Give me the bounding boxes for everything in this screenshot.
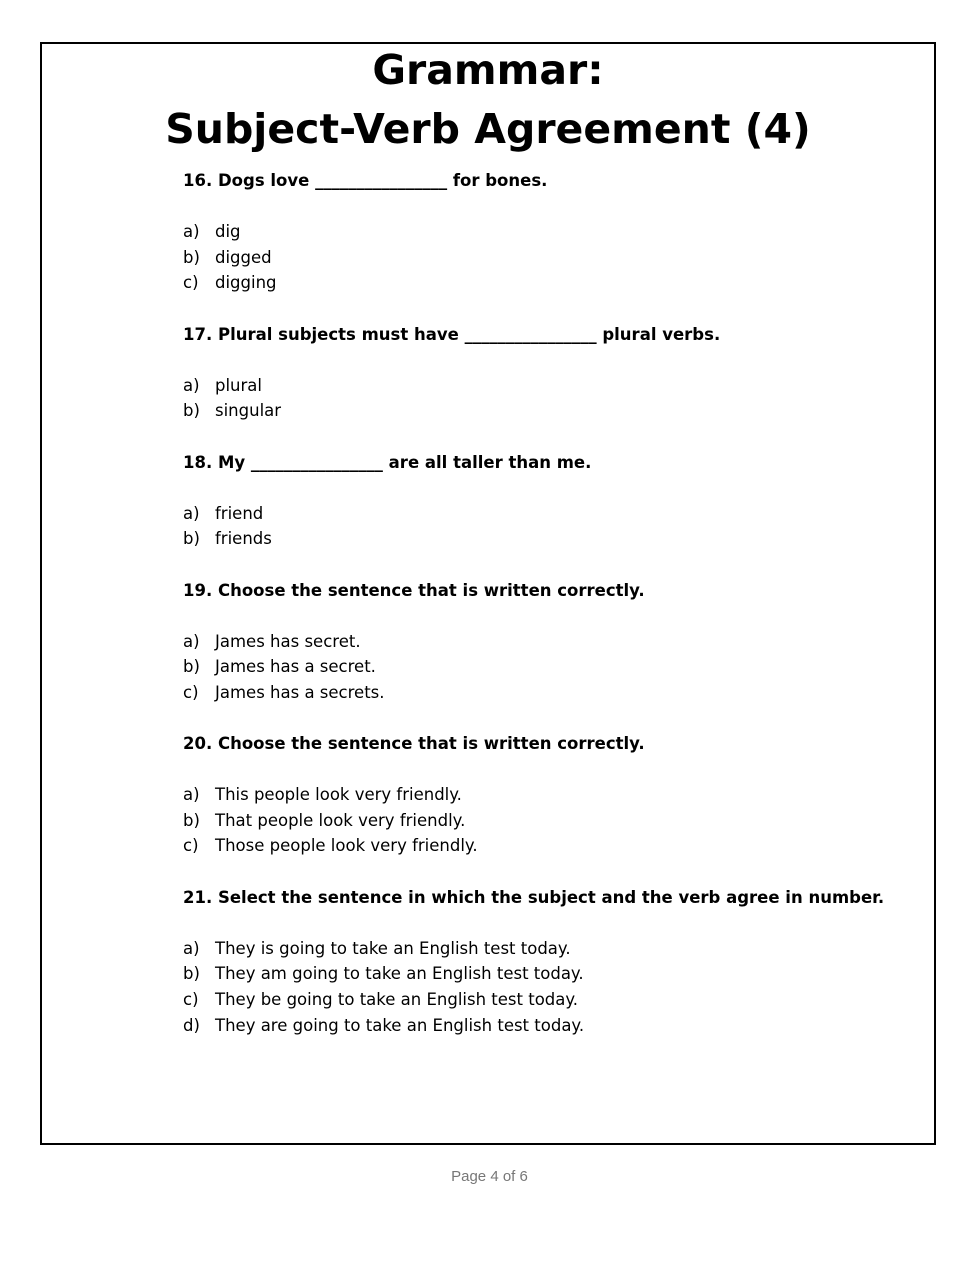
question-text-after: are all taller than me. — [388, 452, 592, 472]
option-letter: a) — [183, 375, 200, 395]
option-text: James has secret. — [215, 631, 361, 651]
answer-option[interactable] — [183, 398, 883, 424]
answer-options — [183, 936, 883, 1038]
answer-options — [183, 219, 883, 296]
question-text-after: for bones. — [452, 171, 548, 190]
option-letter: b) — [183, 529, 200, 549]
answer-blank: ________________ — [464, 324, 597, 344]
answer-option[interactable] — [183, 373, 883, 399]
page-current: 4 — [490, 1168, 499, 1185]
answer-option[interactable] — [183, 936, 883, 962]
answer-option[interactable] — [183, 680, 883, 706]
question-20 — [183, 731, 883, 885]
question-number: 20. — [183, 734, 213, 754]
option-text: They am going to take an English test today. — [215, 964, 584, 984]
answer-option[interactable] — [183, 808, 883, 834]
option-text: digged — [215, 247, 272, 267]
question-list — [183, 168, 883, 1038]
page-total: 6 — [519, 1168, 528, 1185]
question-text: Choose the sentence that is written correctly. — [217, 734, 645, 754]
option-letter: a) — [183, 785, 200, 805]
option-text: plural — [215, 375, 262, 395]
option-text: James has a secrets. — [215, 682, 385, 702]
answer-blank: ________________ — [315, 171, 448, 190]
question-text: Select the sentence in which the subject and the verb agree in number. — [217, 887, 885, 907]
option-text: This people look very friendly. — [215, 785, 462, 805]
option-letter: a) — [183, 631, 200, 651]
answer-option[interactable] — [183, 219, 883, 245]
option-text: They are going to take an English test today. — [215, 1015, 585, 1035]
option-letter: b) — [183, 964, 200, 984]
question-21 — [183, 885, 883, 1039]
answer-option[interactable] — [183, 245, 883, 271]
answer-option[interactable] — [183, 833, 883, 859]
question-number: 16. — [183, 171, 213, 190]
question-number: 18. — [183, 452, 213, 472]
answer-options — [183, 373, 883, 424]
question-18 — [183, 450, 883, 578]
option-text: They be going to take an English test today. — [215, 990, 579, 1009]
question-17 — [183, 322, 883, 450]
answer-option[interactable] — [183, 270, 883, 296]
question-stem — [183, 885, 883, 911]
question-number: 21. — [183, 887, 213, 907]
option-text: friends — [215, 529, 272, 549]
option-letter: b) — [183, 657, 200, 677]
answer-options — [183, 629, 883, 706]
page-label: Page — [451, 1168, 487, 1185]
option-text: friend — [215, 503, 264, 523]
option-text: They is going to take an English test today. — [215, 938, 571, 958]
answer-options — [183, 782, 883, 859]
question-stem — [183, 322, 883, 348]
question-16 — [183, 168, 883, 322]
option-text: James has a secret. — [215, 657, 376, 677]
question-text-before: Dogs love — [217, 171, 310, 190]
option-text: digging — [215, 273, 277, 293]
answer-option[interactable] — [183, 629, 883, 655]
option-letter: a) — [183, 938, 200, 958]
answer-option[interactable] — [183, 526, 883, 552]
answer-option[interactable] — [183, 501, 883, 527]
question-stem — [183, 450, 883, 476]
question-stem — [183, 168, 883, 194]
answer-option[interactable] — [183, 654, 883, 680]
answer-option[interactable] — [183, 1013, 883, 1039]
page-number — [0, 1168, 979, 1185]
question-text-after: plural verbs. — [602, 324, 721, 344]
question-number: 19. — [183, 580, 213, 600]
option-letter: b) — [183, 810, 200, 830]
answer-option[interactable] — [183, 782, 883, 808]
answer-option[interactable] — [183, 961, 883, 987]
question-text-before: My — [217, 452, 246, 472]
answer-options — [183, 501, 883, 552]
answer-option[interactable] — [183, 987, 883, 1013]
question-text: Choose the sentence that is written correctly. — [217, 580, 645, 600]
option-letter: a) — [183, 222, 200, 242]
option-letter: a) — [183, 503, 200, 523]
option-letter: c) — [183, 836, 199, 856]
option-text: dig — [215, 222, 241, 242]
option-letter: c) — [183, 273, 199, 293]
page-title: Grammar: — [372, 46, 604, 94]
question-text-before: Plural subjects must have — [217, 324, 459, 344]
question-19 — [183, 578, 883, 732]
question-stem — [183, 578, 883, 604]
option-letter: c) — [183, 682, 199, 702]
question-stem — [183, 731, 883, 757]
page-subtitle: Subject-Verb Agreement (4) — [165, 105, 811, 153]
question-number: 17. — [183, 324, 213, 344]
option-text: That people look very friendly. — [215, 810, 466, 830]
option-text: Those people look very friendly. — [215, 836, 478, 856]
option-letter: b) — [183, 247, 200, 267]
option-letter: b) — [183, 401, 200, 421]
page-of-label: of — [502, 1168, 516, 1185]
option-letter: d) — [183, 1015, 200, 1035]
option-letter: c) — [183, 990, 199, 1009]
option-text: singular — [215, 401, 282, 421]
answer-blank: ________________ — [250, 452, 383, 472]
